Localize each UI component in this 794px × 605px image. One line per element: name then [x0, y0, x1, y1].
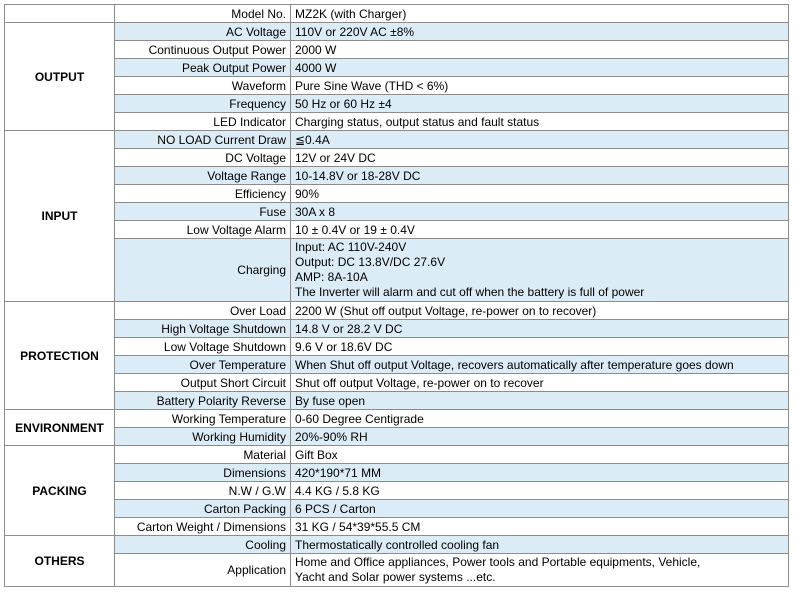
spec-label: DC Voltage: [115, 149, 291, 167]
spec-value-line: Input: AC 110V-240V: [295, 240, 407, 254]
table-row: [5, 149, 789, 167]
spec-value: By fuse open: [291, 392, 789, 410]
spec-value: 6 PCS / Carton: [291, 500, 789, 518]
spec-label: LED Indicator: [115, 113, 291, 131]
table-row: [5, 428, 789, 446]
table-row: [5, 5, 789, 23]
spec-value-line: The Inverter will alarm and cut off when the battery is full of power: [295, 285, 645, 299]
table-row: [5, 131, 789, 149]
spec-value: ≦0.4A: [291, 131, 789, 149]
spec-value: 20%-90% RH: [291, 428, 789, 446]
spec-label: AC Voltage: [115, 23, 291, 41]
spec-label: Voltage Range: [115, 167, 291, 185]
spec-value: 0-60 Degree Centigrade: [291, 410, 789, 428]
spec-value: 12V or 24V DC: [291, 149, 789, 167]
model-value: MZ2K (with Charger): [291, 5, 789, 23]
spec-value: Shut off output Voltage, re-power on to recover: [291, 374, 789, 392]
spec-label: Battery Polarity Reverse: [115, 392, 291, 410]
spec-value-line: Home and Office appliances, Power tools and Portable equipments, Vehicle,: [295, 555, 701, 569]
table-row: [5, 185, 789, 203]
spec-value: [291, 554, 789, 587]
spec-value: Gift Box: [291, 446, 789, 464]
spec-label: Peak Output Power: [115, 59, 291, 77]
spec-label: Over Load: [115, 302, 291, 320]
spec-value: 4000 W: [291, 59, 789, 77]
table-row: [5, 113, 789, 131]
spec-label: Material: [115, 446, 291, 464]
spec-label: Carton Weight / Dimensions: [115, 518, 291, 536]
group-label: OUTPUT: [5, 23, 115, 131]
table-row: [5, 239, 789, 302]
table-row: [5, 59, 789, 77]
spec-value: 50 Hz or 60 Hz ±4: [291, 95, 789, 113]
spec-label: NO LOAD Current Draw: [115, 131, 291, 149]
spec-label: Fuse: [115, 203, 291, 221]
table-row: [5, 464, 789, 482]
group-cell-empty: [5, 5, 115, 23]
model-label: Model No.: [115, 5, 291, 23]
table-row: [5, 554, 789, 587]
table-row: [5, 221, 789, 239]
group-label: OTHERS: [5, 536, 115, 587]
table-row: [5, 320, 789, 338]
spec-value: 2000 W: [291, 41, 789, 59]
table-row: [5, 77, 789, 95]
spec-value: 110V or 220V AC ±8%: [291, 23, 789, 41]
table-row: [5, 356, 789, 374]
table-row: [5, 482, 789, 500]
group-label: INPUT: [5, 131, 115, 302]
table-row: [5, 167, 789, 185]
spec-label: Low Voltage Alarm: [115, 221, 291, 239]
spec-value: Thermostatically controlled cooling fan: [291, 536, 789, 554]
spec-value: 31 KG / 54*39*55.5 CM: [291, 518, 789, 536]
table-row: [5, 518, 789, 536]
spec-value-line: Output: DC 13.8V/DC 27.6V: [295, 255, 446, 269]
group-label: PROTECTION: [5, 302, 115, 410]
spec-value: [291, 239, 789, 302]
table-row: [5, 302, 789, 320]
spec-label: High Voltage Shutdown: [115, 320, 291, 338]
spec-value: 420*190*71 MM: [291, 464, 789, 482]
spec-label: Application: [115, 554, 291, 587]
spec-value: Pure Sine Wave (THD < 6%): [291, 77, 789, 95]
spec-label: Cooling: [115, 536, 291, 554]
table-row: [5, 446, 789, 464]
group-label: PACKING: [5, 446, 115, 536]
spec-table: [4, 4, 789, 587]
spec-value: 4.4 KG / 5.8 KG: [291, 482, 789, 500]
table-row: [5, 203, 789, 221]
table-row: [5, 374, 789, 392]
spec-value-line: Yacht and Solar power systems ...etc.: [295, 570, 496, 584]
table-row: [5, 536, 789, 554]
spec-label: Output Short Circuit: [115, 374, 291, 392]
spec-label: Waveform: [115, 77, 291, 95]
spec-label: Dimensions: [115, 464, 291, 482]
spec-label: Carton Packing: [115, 500, 291, 518]
spec-label: Continuous Output Power: [115, 41, 291, 59]
group-label: ENVIRONMENT: [5, 410, 115, 446]
spec-value: 10 ± 0.4V or 19 ± 0.4V: [291, 221, 789, 239]
table-row: [5, 23, 789, 41]
spec-table-body: [5, 5, 789, 587]
spec-label: Efficiency: [115, 185, 291, 203]
spec-value: Charging status, output status and fault status: [291, 113, 789, 131]
table-row: [5, 500, 789, 518]
spec-value: 10-14.8V or 18-28V DC: [291, 167, 789, 185]
spec-value: 14.8 V or 28.2 V DC: [291, 320, 789, 338]
spec-value-line: AMP: 8A-10A: [295, 270, 368, 284]
spec-label: Over Temperature: [115, 356, 291, 374]
table-row: [5, 410, 789, 428]
spec-value: 30A x 8: [291, 203, 789, 221]
spec-label: N.W / G.W: [115, 482, 291, 500]
spec-label: Working Temperature: [115, 410, 291, 428]
spec-label: Frequency: [115, 95, 291, 113]
spec-value: 90%: [291, 185, 789, 203]
table-row: [5, 338, 789, 356]
spec-value: When Shut off output Voltage, recovers automatically after temperature goes down: [291, 356, 789, 374]
spec-label: Low Voltage Shutdown: [115, 338, 291, 356]
spec-value: 9.6 V or 18.6V DC: [291, 338, 789, 356]
table-row: [5, 41, 789, 59]
spec-value: 2200 W (Shut off output Voltage, re-power on to recover): [291, 302, 789, 320]
table-row: [5, 392, 789, 410]
table-row: [5, 95, 789, 113]
spec-label: Charging: [115, 239, 291, 302]
spec-label: Working Humidity: [115, 428, 291, 446]
